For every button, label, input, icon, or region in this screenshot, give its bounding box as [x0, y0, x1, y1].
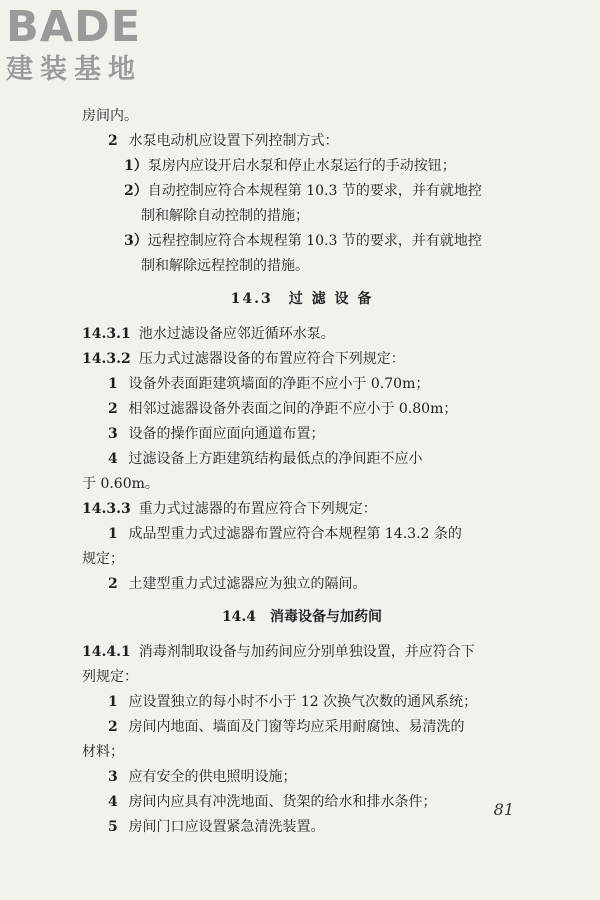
sub-list-item-continuation: 制和解除自动控制的措施；: [141, 208, 309, 224]
sub-list-item-continuation: 制和解除远程控制的措施。: [141, 258, 309, 274]
clause-continuation: 列规定：: [82, 669, 138, 685]
sub-list-item: 2）自动控制应符合本规程第 10.3 节的要求，并有就地控: [124, 183, 482, 199]
clause: 14.3.2 压力式过滤器设备的布置应符合下列规定：: [82, 351, 405, 367]
list-item-continuation: 材料；: [82, 744, 124, 760]
paragraph-continuation: 房间内。: [82, 108, 138, 124]
section-heading-14-4: 14.4 消毒设备与加药间: [221, 609, 383, 625]
logo-chinese-text: 建装基地: [6, 54, 142, 85]
sub-list-item: 3）远程控制应符合本规程第 10.3 节的要求，并有就地控: [124, 233, 482, 249]
list-item: 3 应有安全的供电照明设施；: [108, 769, 297, 785]
list-item: 3 设备的操作面应面向通道布置；: [108, 426, 325, 442]
clause: 14.3.3 重力式过滤器的布置应符合下列规定：: [82, 501, 377, 517]
list-item: 2 房间内地面、墙面及门窗等均应采用耐腐蚀、易清洗的: [108, 719, 465, 735]
bade-logo: [6, 4, 176, 88]
clause: 14.4.1 消毒剂制取设备与加药间应分别单独设置，并应符合下: [82, 644, 475, 660]
document-body: [82, 104, 522, 840]
list-item: 1 设备外表面距建筑墙面的净距不应小于 0.70m；: [108, 376, 430, 392]
logo-wordmark: BADE: [6, 2, 142, 52]
sub-list-item: 1）泵房内应设开启水泵和停止水泵运行的手动按钮；: [124, 158, 456, 174]
list-item: 5 房间门口应设置紧急清洗装置。: [108, 819, 325, 835]
list-item: 4 过滤设备上方距建筑结构最低点的净间距不应小: [108, 451, 423, 467]
clause: 14.3.1 池水过滤设备应邻近循环水泵。: [82, 326, 335, 342]
list-item-continuation: 规定；: [82, 551, 124, 567]
page-number: 81: [493, 800, 514, 819]
list-item: 2 水泵电动机应设置下列控制方式：: [108, 133, 339, 149]
list-item: 1 成品型重力式过滤器布置应符合本规程第 14.3.2 条的: [108, 526, 462, 542]
list-item-continuation: 于 0.60m。: [82, 476, 159, 492]
list-item: 4 房间内应具有冲洗地面、货架的给水和排水条件；: [108, 794, 437, 810]
list-item: 1 应设置独立的每小时不小于 12 次换气次数的通风系统；: [108, 694, 478, 710]
list-item: 2 相邻过滤器设备外表面之间的净距不应小于 0.80m；: [108, 401, 458, 417]
section-heading-14-3: 14.3 过 滤 设 备: [230, 291, 374, 307]
list-item: 2 土建型重力式过滤器应为独立的隔间。: [108, 576, 367, 592]
